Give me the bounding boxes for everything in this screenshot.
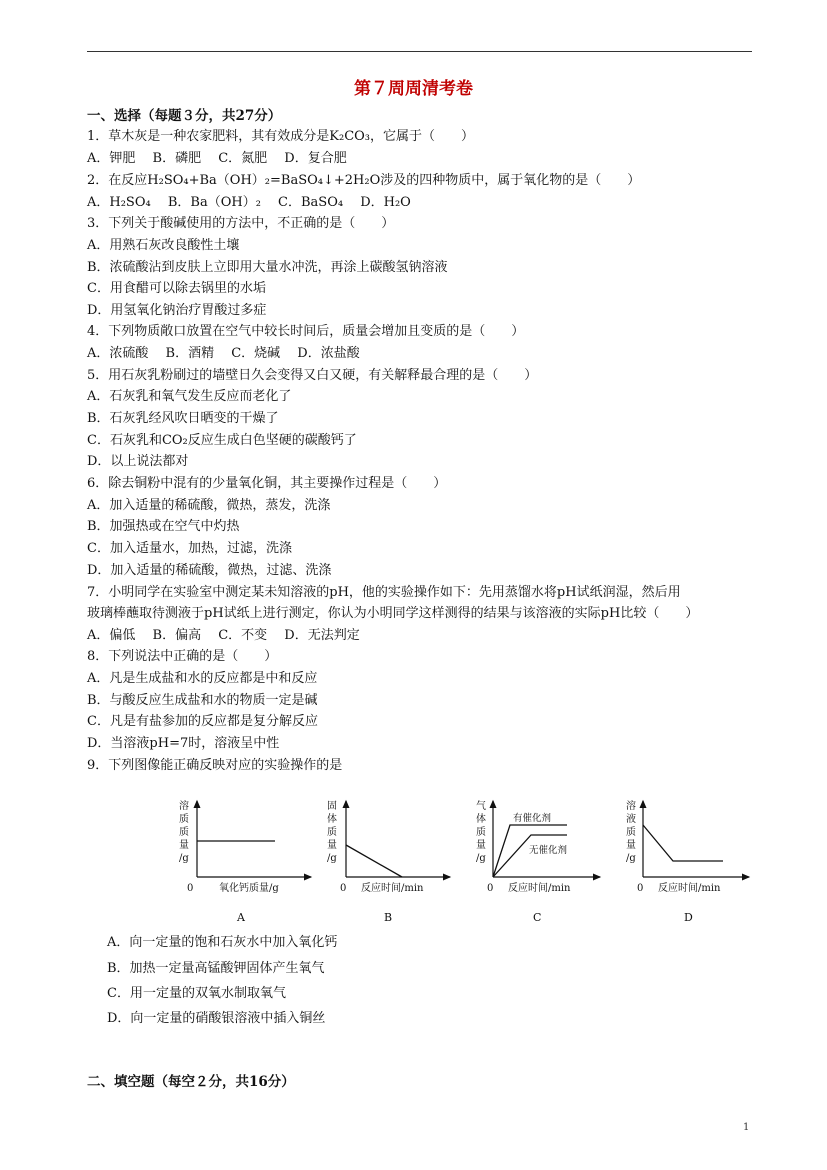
option-line: B．加强热或在空气中灼热 <box>87 519 240 534</box>
svg-text:量: 量 <box>476 840 486 851</box>
svg-text:固: 固 <box>327 801 337 812</box>
option-line: B．与酸反应生成盐和水的物质一定是碱 <box>87 693 318 708</box>
graph-d <box>626 799 749 924</box>
svg-text:C: C <box>533 911 542 924</box>
option-line: A．加入适量的稀硫酸，微热，蒸发，洗涤 <box>87 498 331 513</box>
question-line: 5．用石灰乳粉刷过的墙壁日久会变得又白又硬，有关解释最合理的是（ ） <box>87 368 538 383</box>
question-line: 玻璃棒蘸取待测液于pH试纸上进行测定，你认为小明同学这样测得的结果与该溶液的实际pH比较（ ） <box>87 606 699 621</box>
graph-option-a: A．向一定量的饱和石灰水中加入氧化钙 <box>107 935 338 950</box>
svg-text:/g: /g <box>327 853 337 864</box>
svg-text:氧化钙质量/g: 氧化钙质量/g <box>219 883 279 894</box>
graph-a <box>179 799 311 924</box>
svg-text:气: 气 <box>476 801 486 812</box>
page-number: 1 <box>743 1122 750 1133</box>
svg-text:0: 0 <box>187 883 194 894</box>
option-line: D．加入适量的稀硫酸，微热，过滤、洗涤 <box>87 563 332 578</box>
svg-text:B: B <box>384 911 393 924</box>
section-heading-fill-blank: 二、填空题（每空２分，共16分） <box>87 1074 295 1090</box>
svg-text:体: 体 <box>476 814 486 825</box>
graph-option-b: B．加热一定量高锰酸钾固体产生氧气 <box>107 961 325 976</box>
svg-text:反应时间/min: 反应时间/min <box>361 883 424 894</box>
graph-option-c: C．用一定量的双氧水制取氧气 <box>107 986 286 1001</box>
svg-text:0: 0 <box>487 883 494 894</box>
svg-text:质: 质 <box>476 827 486 838</box>
option-line: A．用熟石灰改良酸性土壤 <box>87 238 240 253</box>
option-line: C．石灰乳和CO₂反应生成白色坚硬的碳酸钙了 <box>87 433 357 448</box>
page-title: 第７周周清考卷 <box>354 79 473 99</box>
question-line: 3．下列关于酸碱使用的方法中，不正确的是（ ） <box>87 216 395 231</box>
svg-text:/g: /g <box>179 853 189 864</box>
option-line: D．以上说法都对 <box>87 454 189 469</box>
svg-text:质: 质 <box>626 827 636 838</box>
svg-text:质: 质 <box>179 827 189 838</box>
svg-text:体: 体 <box>327 814 337 825</box>
svg-text:质: 质 <box>179 814 189 825</box>
option-line: C．用食醋可以除去锅里的水垢 <box>87 281 266 296</box>
svg-text:0: 0 <box>340 883 347 894</box>
svg-text:/g: /g <box>476 853 486 864</box>
svg-text:/g: /g <box>626 853 636 864</box>
question-line: 9．下列图像能正确反映对应的实验操作的是 <box>87 758 343 773</box>
svg-text:量: 量 <box>327 840 337 851</box>
option-line: A．凡是生成盐和水的反应都是中和反应 <box>87 671 318 686</box>
graph-b <box>327 800 450 924</box>
option-line: D．当溶液pH=7时，溶液呈中性 <box>87 736 280 751</box>
svg-text:A: A <box>237 911 245 924</box>
svg-text:溶: 溶 <box>626 801 636 812</box>
svg-text:质: 质 <box>327 827 337 838</box>
section-heading-choice: 一、选择（每题３分，共27分） <box>87 108 282 124</box>
question-line: 4．下列物质敞口放置在空气中较长时间后，质量会增加且变质的是（ ） <box>87 324 525 339</box>
question-line: 7．小明同学在实验室中测定某未知溶液的pH，他的实验操作如下：先用蒸馏水将pH试纸润湿，然后用 <box>87 585 681 600</box>
option-line: B．浓硫酸沾到皮肤上立即用大量水冲洗，再涂上碳酸氢钠溶液 <box>87 260 448 275</box>
graph-b-curve <box>346 845 402 877</box>
svg-text:反应时间/min: 反应时间/min <box>508 883 571 894</box>
q9-graphs-figure <box>165 795 755 930</box>
svg-text:量: 量 <box>179 840 189 851</box>
svg-text:溶: 溶 <box>179 801 189 812</box>
graph-c <box>476 800 600 924</box>
svg-text:液: 液 <box>626 814 636 825</box>
option-line: A．H₂SO₄ B．Ba（OH）₂ C．BaSO₄ D．H₂O <box>87 195 411 210</box>
svg-text:D: D <box>684 911 693 924</box>
option-line: C．凡是有盐参加的反应都是复分解反应 <box>87 714 318 729</box>
svg-text:有催化剂: 有催化剂 <box>513 813 552 824</box>
option-line: A．石灰乳和氧气发生反应而老化了 <box>87 389 292 404</box>
header-rule <box>87 51 752 52</box>
question-line: 8．下列说法中正确的是（ ） <box>87 649 278 664</box>
svg-text:0: 0 <box>637 883 644 894</box>
option-line: D．用氢氧化钠治疗胃酸过多症 <box>87 303 267 318</box>
svg-text:量: 量 <box>626 840 636 851</box>
option-line: A．钾肥 B．磷肥 C．氮肥 D．复合肥 <box>87 151 347 166</box>
option-line: B．石灰乳经风吹日晒变的干燥了 <box>87 411 279 426</box>
question-line: 2．在反应H₂SO₄+Ba（OH）₂=BaSO₄↓+2H₂O涉及的四种物质中，属于氧化物的是（ ） <box>87 173 641 188</box>
svg-text:无催化剂: 无催化剂 <box>529 845 568 856</box>
question-line: 1．草木灰是一种农家肥料，其有效成分是K₂CO₃，它属于（ ） <box>87 129 475 144</box>
graph-d-curve <box>643 825 723 861</box>
svg-text:反应时间/min: 反应时间/min <box>658 883 721 894</box>
option-line: C．加入适量水，加热，过滤，洗涤 <box>87 541 292 556</box>
question-line: 6．除去铜粉中混有的少量氧化铜，其主要操作过程是（ ） <box>87 476 447 491</box>
graph-option-d: D．向一定量的硝酸银溶液中插入铜丝 <box>107 1011 326 1026</box>
option-line: A．偏低 B．偏高 C．不变 D．无法判定 <box>87 628 360 643</box>
option-line: A．浓硫酸 B．酒精 C．烧碱 D．浓盐酸 <box>87 346 360 361</box>
